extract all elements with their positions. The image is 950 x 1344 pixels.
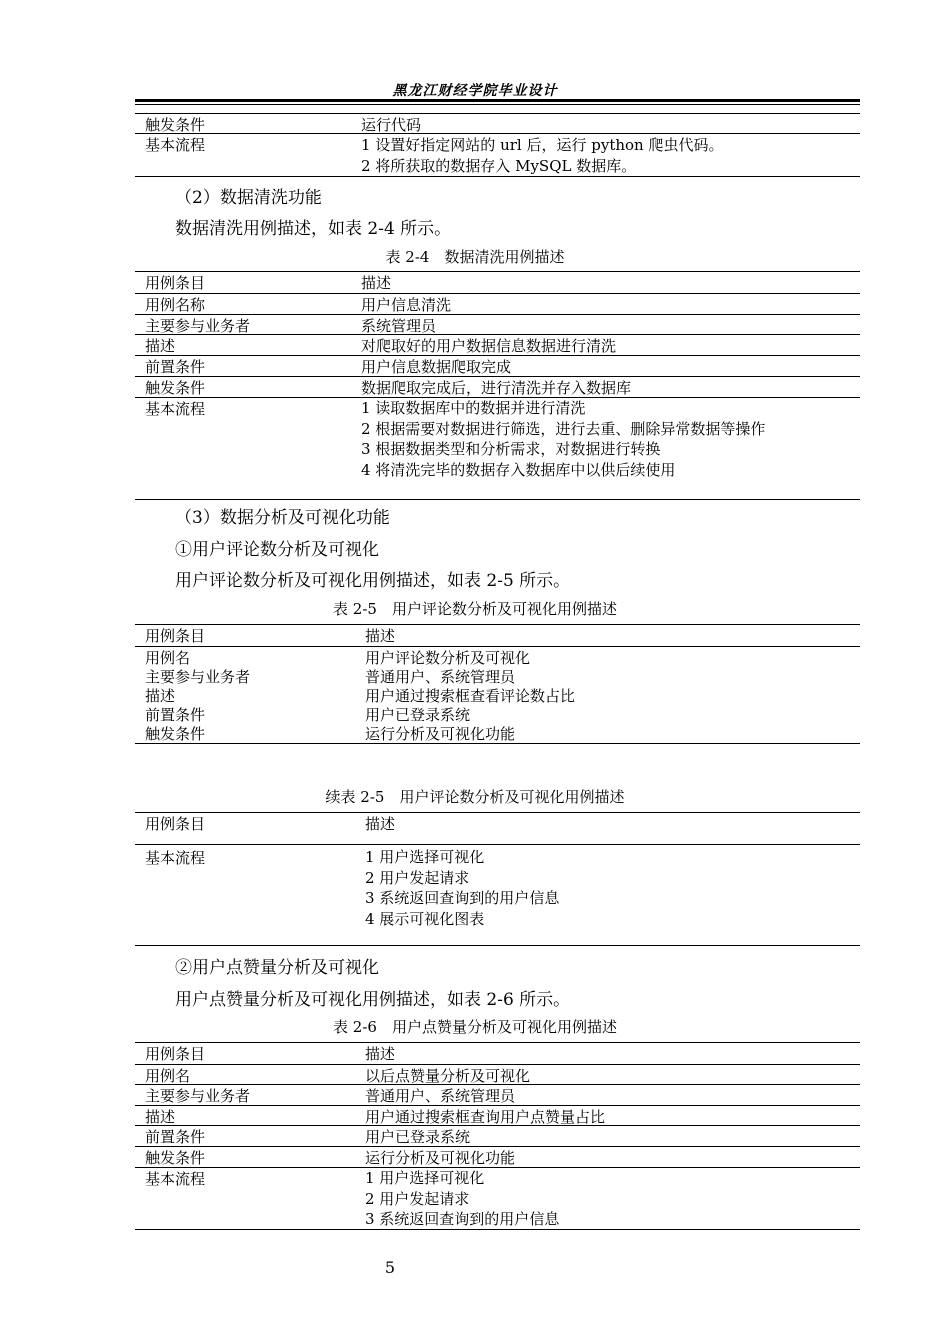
flow-step: 3 系统返回查询到的用户信息: [365, 1210, 560, 1228]
row-label: 主要参与业务者: [145, 668, 251, 686]
table-row: [135, 1085, 860, 1106]
table-caption: 表 2-5 用户评论数分析及可视化用例描述: [333, 600, 617, 618]
row-label: 主要参与业务者: [145, 317, 251, 335]
row-value: 运行分析及可视化功能: [365, 725, 516, 743]
table-row: [135, 1106, 860, 1126]
table-2-6: [135, 1042, 860, 1230]
row-label: 基本流程: [145, 400, 206, 418]
table-row: [135, 294, 860, 315]
flow-step: 2 用户发起请求: [365, 868, 470, 887]
column-header: 描述: [365, 627, 396, 645]
table-caption-continued: 续表 2-5 用户评论数分析及可视化用例描述: [325, 788, 625, 806]
row-label: 描述: [145, 1108, 176, 1126]
table-row: [135, 335, 860, 356]
table-row: [135, 134, 860, 177]
row-label: 主要参与业务者: [145, 1087, 251, 1105]
column-header: 描述: [361, 274, 392, 292]
running-header: 黑龙江财经学院毕业设计: [392, 83, 558, 99]
row-label: 前置条件: [145, 1128, 206, 1146]
paragraph: 数据清洗用例描述，如表 2-4 所示。: [175, 219, 452, 239]
flow-step: 4 展示可视化图表: [365, 909, 485, 928]
value-column: [365, 649, 575, 744]
column-header: 用例条目: [145, 815, 206, 833]
flow-step: 2 根据需要对数据进行筛选，进行去重、删除异常数据等操作: [361, 419, 766, 438]
flow-step: 1 读取数据库中的数据并进行清洗: [361, 399, 586, 417]
row-label: 触发条件: [145, 1149, 206, 1167]
flow-step: 2 用户发起请求: [365, 1189, 470, 1208]
row-value: [365, 1168, 559, 1230]
header-rule-thick: [135, 99, 860, 102]
row-value: 以后点赞量分析及可视化: [365, 1067, 531, 1085]
row-label: 触发条件: [145, 725, 206, 743]
row-value: 用户通过搜索框查询用户点赞量占比: [365, 1108, 606, 1126]
table-row: [135, 113, 860, 134]
table-row: [135, 356, 860, 377]
row-value: [365, 847, 559, 929]
table-row: [135, 1126, 860, 1147]
row-value: 用户已登录系统: [365, 706, 471, 724]
section-heading: （2）数据清洗功能: [175, 188, 322, 208]
row-label: 用例名: [145, 649, 191, 667]
row-value: [361, 134, 723, 176]
table-2-5: [135, 624, 860, 744]
table-row: [135, 315, 860, 335]
table-row: [135, 1065, 860, 1085]
row-label: 描述: [145, 687, 176, 705]
table-row: [135, 398, 860, 500]
row-label: 用例名称: [145, 296, 206, 314]
table-caption: 表 2-4 数据清洗用例描述: [385, 248, 565, 266]
flow-step: 3 根据数据类型和分析需求，对数据进行转换: [361, 440, 661, 458]
row-label: 基本流程: [145, 136, 206, 154]
paragraph: 用户评论数分析及可视化用例描述，如表 2-5 所示。: [175, 571, 571, 591]
table-top-continued: [135, 113, 860, 177]
page-number: 5: [384, 1258, 395, 1277]
header-rule-thin: [135, 104, 860, 105]
subsection-heading: ①用户评论数分析及可视化: [175, 540, 379, 560]
column-header: 用例条目: [145, 274, 206, 292]
row-label: 触发条件: [145, 379, 206, 397]
row-value: 用户通过搜索框查看评论数占比: [365, 687, 576, 705]
row-value: 系统管理员: [361, 317, 437, 335]
row-value: 用户已登录系统: [365, 1128, 471, 1146]
row-value: 用户信息数据爬取完成: [361, 358, 512, 376]
table-row: [135, 377, 860, 398]
flow-step: 1 用户选择可视化: [365, 1169, 485, 1187]
table-caption: 表 2-6 用户点赞量分析及可视化用例描述: [333, 1018, 617, 1036]
subsection-heading: ②用户点赞量分析及可视化: [175, 958, 379, 978]
row-label: 描述: [145, 337, 176, 355]
row-value: 运行代码: [361, 116, 422, 134]
table-row: [135, 1147, 860, 1168]
column-header: 描述: [365, 815, 396, 833]
table-row: [135, 1168, 860, 1230]
table-body: [135, 647, 860, 744]
row-value: 对爬取好的用户数据信息数据进行清洗: [361, 337, 617, 355]
row-label: 前置条件: [145, 706, 206, 724]
flow-step: 3 系统返回查询到的用户信息: [365, 889, 560, 907]
column-header: 用例条目: [145, 1045, 206, 1063]
paragraph: 用户点赞量分析及可视化用例描述，如表 2-6 所示。: [175, 990, 571, 1010]
column-header: 用例条目: [145, 627, 206, 645]
table-header-row: [135, 812, 860, 845]
row-value: 用户信息清洗: [361, 296, 452, 314]
row-value: [361, 398, 765, 480]
row-value: 用户评论数分析及可视化: [365, 649, 531, 667]
row-value: 运行分析及可视化功能: [365, 1149, 516, 1167]
row-label: 基本流程: [145, 849, 206, 867]
column-header: 描述: [365, 1045, 396, 1063]
flow-step: 1 用户选择可视化: [365, 848, 485, 866]
flow-step: 4 将清洗完毕的数据存入数据库中以供后续使用: [361, 460, 676, 479]
row-value: 普通用户、系统管理员: [365, 1087, 516, 1105]
row-value: 普通用户、系统管理员: [365, 668, 516, 686]
row-label: 用例名: [145, 1067, 191, 1085]
flow-step: 1 设置好指定网站的 url 后，运行 python 爬虫代码。: [361, 136, 724, 154]
row-label: 基本流程: [145, 1170, 206, 1188]
row-value: 数据爬取完成后，进行清洗并存入数据库: [361, 379, 632, 397]
section-heading: （3）数据分析及可视化功能: [175, 508, 390, 528]
table-row: [135, 845, 860, 946]
table-header-row: [135, 271, 860, 294]
table-header-row: [135, 624, 860, 647]
table-2-4: [135, 271, 860, 500]
label-column: [145, 649, 250, 744]
row-label: 前置条件: [145, 358, 206, 376]
row-label: 触发条件: [145, 116, 206, 134]
table-header-row: [135, 1042, 860, 1065]
flow-step: 2 将所获取的数据存入 MySQL 数据库。: [361, 157, 637, 175]
table-2-5-continued: [135, 812, 860, 946]
